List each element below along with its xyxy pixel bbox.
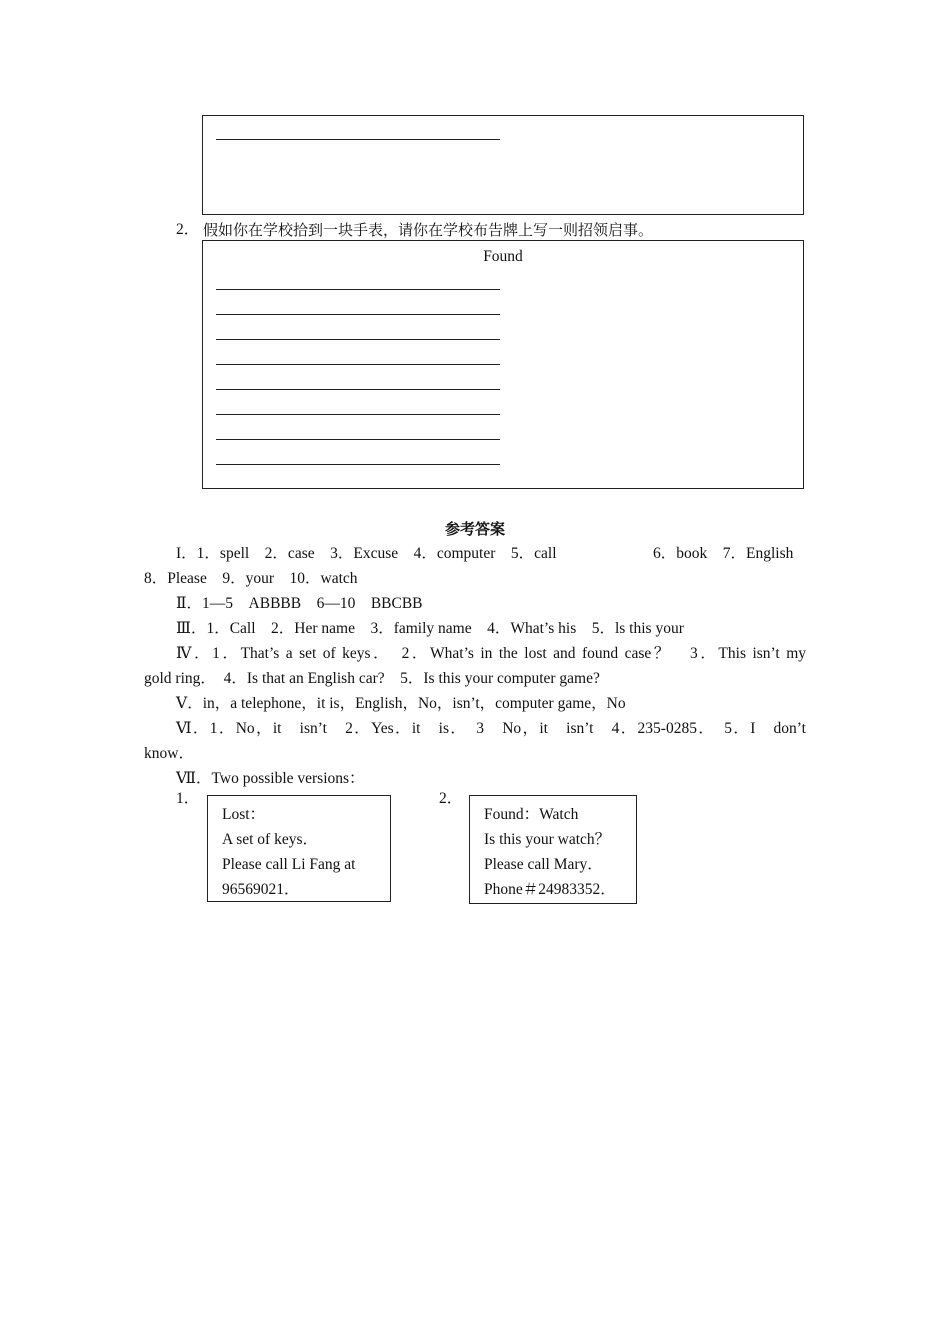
answer-line — [216, 364, 500, 365]
answer-line — [216, 389, 500, 390]
notice-line: A set of keys． — [222, 831, 319, 848]
answer-line — [216, 289, 500, 290]
notice-line: Found：Watch — [484, 806, 579, 823]
version-1-notice — [207, 795, 391, 902]
answer-line — [216, 439, 500, 440]
notice-line: Please call Li Fang at — [222, 856, 356, 873]
version-2-notice — [469, 795, 637, 904]
notice-line: Lost： — [222, 806, 266, 823]
answers-row-4b: gold ring． 4．Is that an English car? 5．Is this your computer game? — [144, 670, 600, 687]
answer-line — [216, 414, 500, 415]
writing-box-2 — [202, 240, 804, 489]
answers-row-1b: 6．book 7．English — [653, 545, 794, 562]
answers-row-6b: know． — [144, 745, 194, 762]
answer-line — [216, 314, 500, 315]
answer-line — [216, 139, 500, 140]
answer-line — [216, 464, 500, 465]
answers-row-1a: I．1．spell 2．case 3．Excuse 4．computer 5．call — [176, 545, 557, 562]
answers-row-6a: Ⅵ．1．No，it isn’t 2．Yes．it is． 3 No，it isn’t 4．235-0285． 5．I don’t — [176, 720, 806, 737]
answer-line — [216, 339, 500, 340]
answers-row-5: Ⅴ．in，a telephone，it is，English，No，isn’t，computer game，No — [176, 695, 626, 712]
answers-title: 参考答案 — [444, 520, 505, 538]
writing-box-1 — [202, 115, 804, 215]
answers-row-3: Ⅲ．1．Call 2．Her name 3．family name 4．What’s his 5．ls this your — [176, 620, 684, 637]
version-2-number: 2． — [439, 790, 463, 807]
answers-row-7: Ⅶ．Two possible versions： — [176, 770, 365, 787]
notice-line: Is this your watch？ — [484, 831, 611, 848]
notice-line: 96569021． — [222, 881, 300, 898]
answers-row-2: Ⅱ．1—5 ABBBB 6—10 BBCBB — [176, 595, 423, 612]
notice-line: Phone＃24983352． — [484, 881, 616, 898]
notice-line: Please call Mary． — [484, 856, 603, 873]
found-box-title: Found — [483, 248, 523, 265]
question-2-number: 2． — [176, 221, 200, 238]
question-2-prompt: 假如你在学校拾到一块手表，请你在学校布告牌上写一则招领启事。 — [203, 221, 654, 239]
answers-row-4a: Ⅳ．1．That’s a set of keys． 2．What’s in the lost and found case？ 3．This isn’t my — [176, 645, 806, 662]
answers-row-1c: 8．Please 9．your 10．watch — [144, 570, 358, 587]
version-1-number: 1． — [176, 790, 200, 807]
